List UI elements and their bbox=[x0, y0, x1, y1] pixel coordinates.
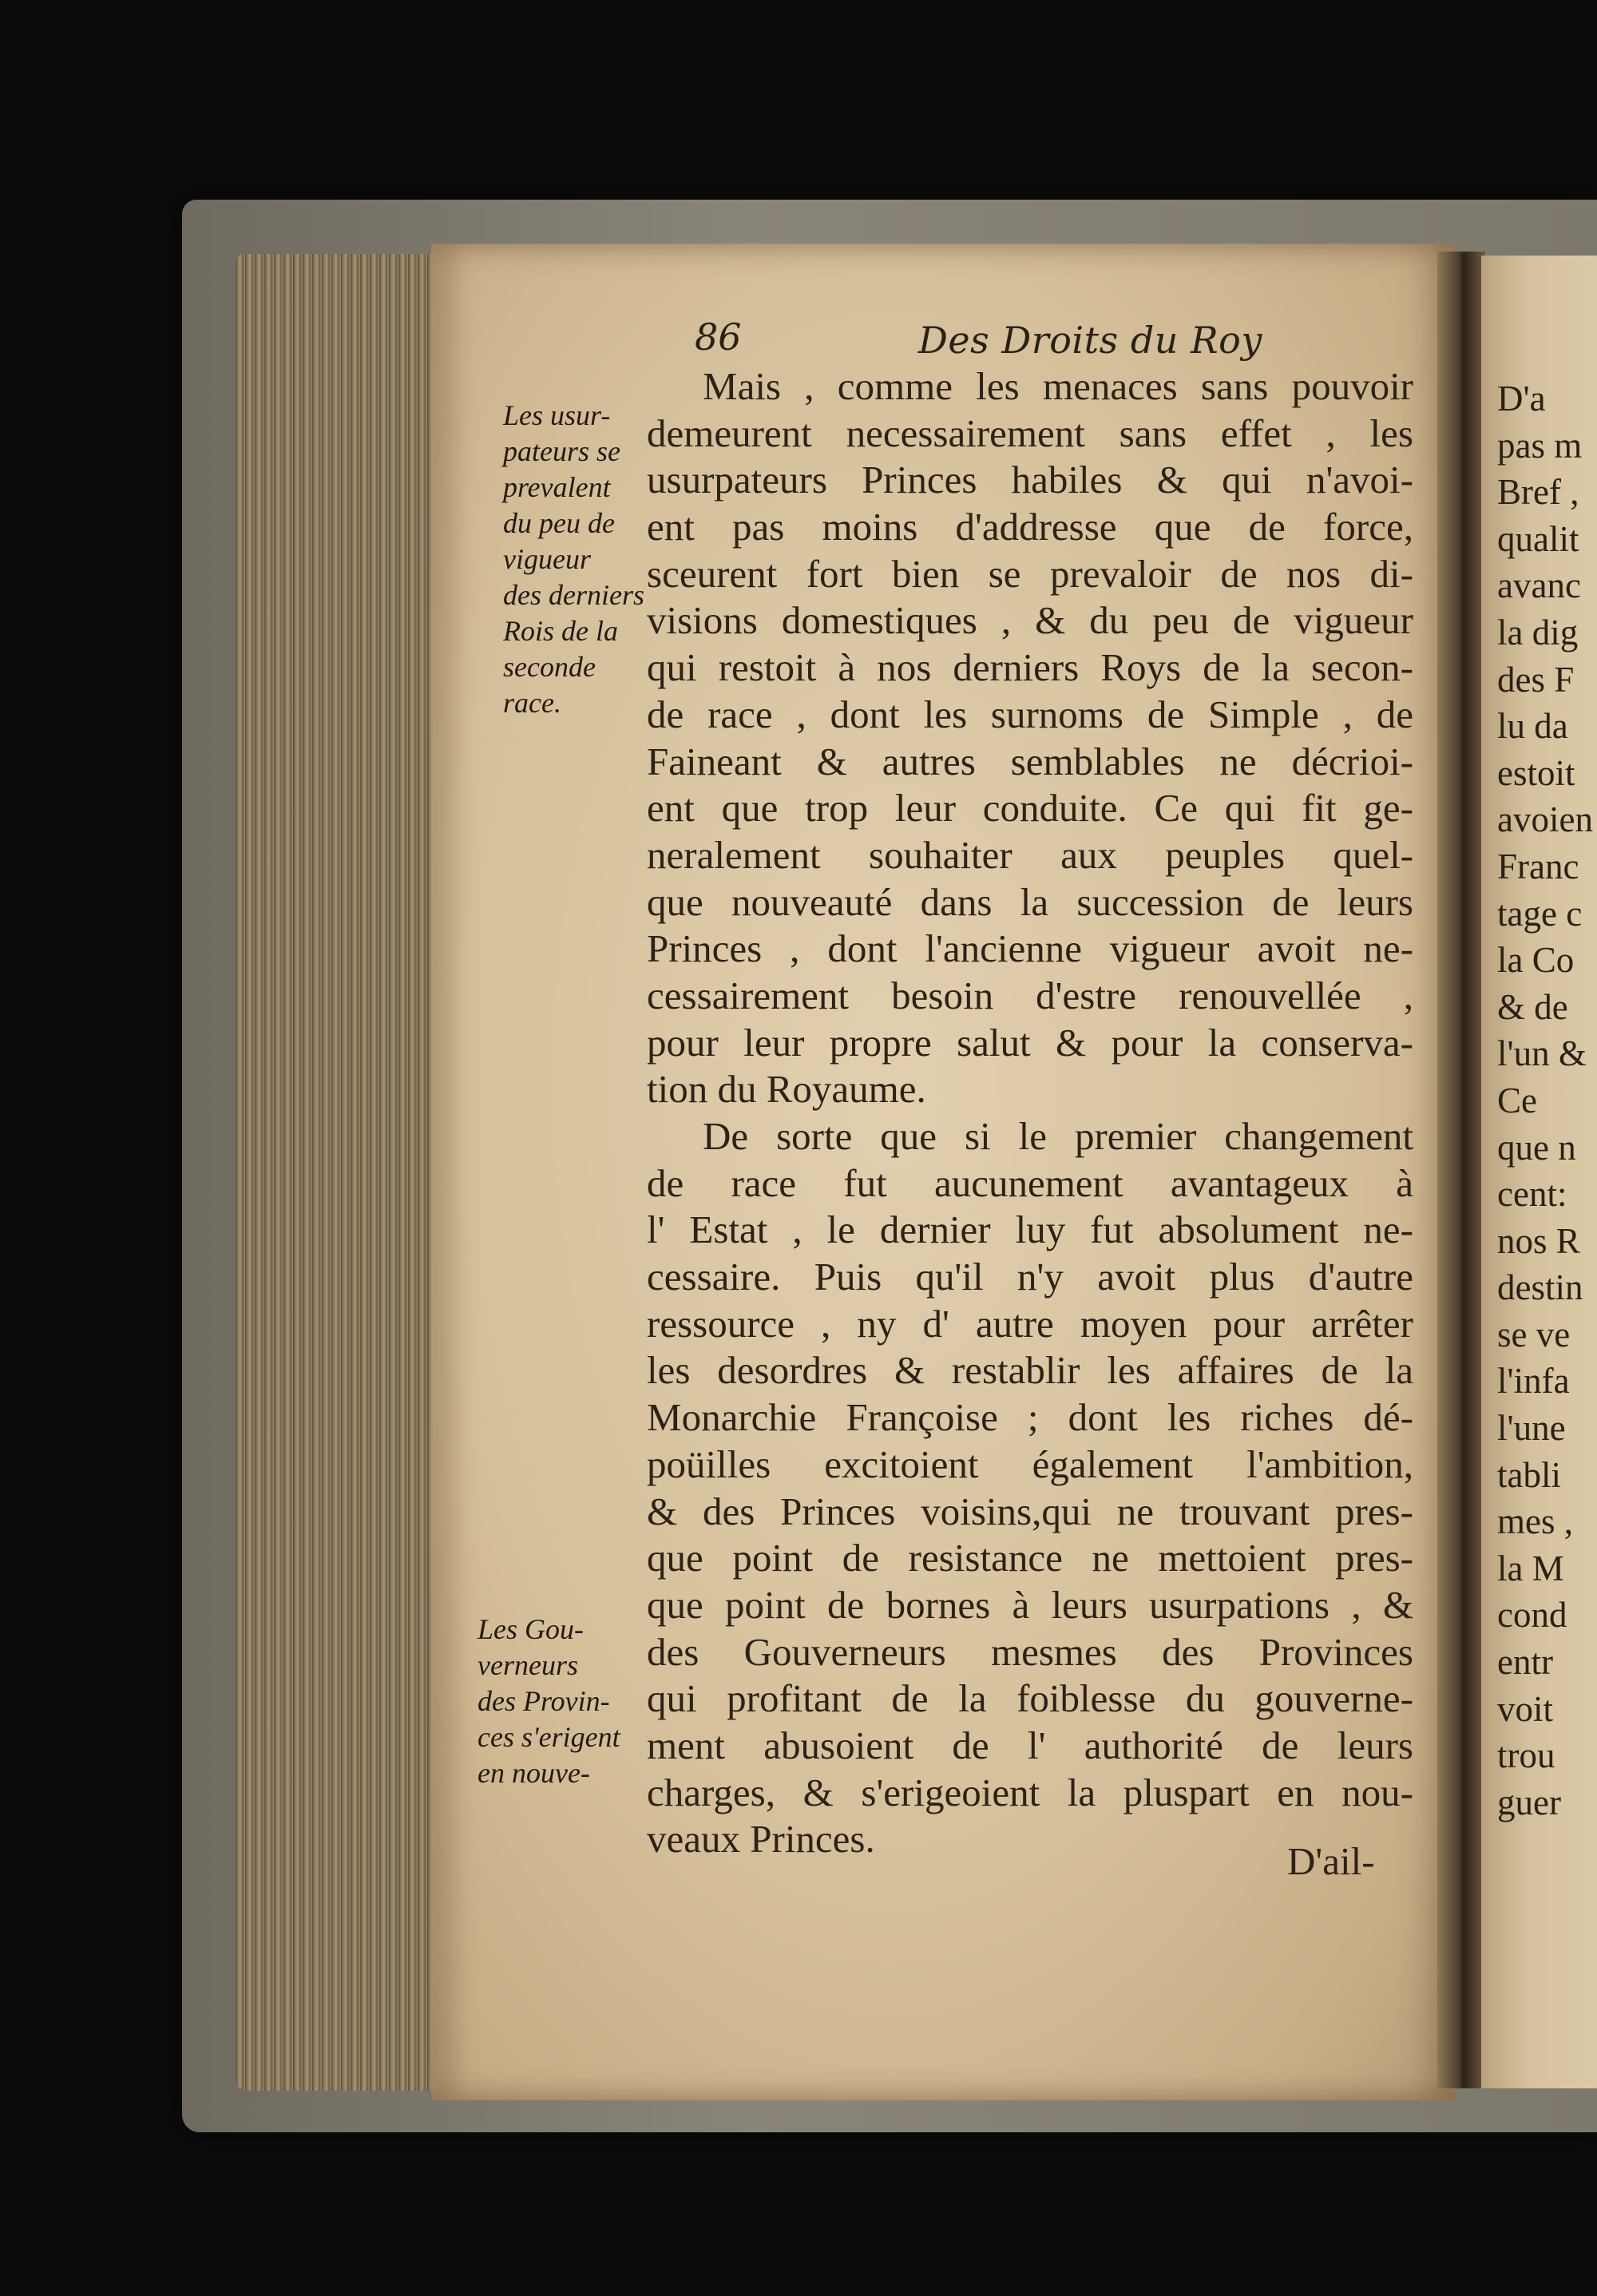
text-line: usurpateurs Princes habiles & qui n'avoi- bbox=[647, 458, 1413, 502]
facing-line: voit bbox=[1497, 1688, 1554, 1729]
facing-line: se ve bbox=[1497, 1314, 1571, 1354]
sidenote-line: Rois de la bbox=[503, 615, 618, 647]
text-line: ent que trop leur conduite. Ce qui fit ge- bbox=[647, 786, 1413, 831]
facing-line: estoit bbox=[1497, 752, 1575, 793]
sidenote-line: pateurs se bbox=[503, 435, 620, 467]
facing-line: l'infa bbox=[1497, 1361, 1570, 1402]
text-line: qui restoit à nos derniers Roys de la secon- bbox=[647, 645, 1413, 690]
facing-line: la M bbox=[1497, 1548, 1564, 1588]
facing-line: destin bbox=[1497, 1267, 1583, 1308]
sidenote-line: prevalent bbox=[503, 471, 611, 503]
text-line: demeurent necessairement sans effet , les bbox=[647, 410, 1413, 455]
facing-line: nos R bbox=[1497, 1220, 1580, 1261]
text-line: tion du Royaume. bbox=[647, 1067, 926, 1112]
text-line: les desordres & restablir les affaires de la bbox=[647, 1348, 1413, 1393]
sidenote-gouverneurs bbox=[478, 1612, 620, 1791]
text-line: que point de resistance ne mettoient pres- bbox=[647, 1536, 1413, 1580]
facing-line: Franc bbox=[1497, 846, 1579, 886]
sidenote-usurpateurs bbox=[503, 398, 644, 721]
text-line: poüilles excitoient également l'ambition, bbox=[647, 1441, 1413, 1486]
facing-line: qualit bbox=[1497, 518, 1579, 559]
facing-line: avanc bbox=[1497, 565, 1581, 606]
text-line: Monarchie Françoise ; dont les riches dé- bbox=[647, 1395, 1413, 1440]
text-line: que nouveauté dans la succession de leurs bbox=[647, 879, 1413, 924]
facing-line: cond bbox=[1497, 1595, 1567, 1636]
text-line: sceurent fort bien se prevaloir de nos di- bbox=[647, 551, 1413, 596]
page-edges bbox=[236, 254, 443, 2091]
text-line: Mais , comme les menaces sans pouvoir bbox=[703, 364, 1413, 408]
text-line: cessairement besoin d'estre renouvellée , bbox=[647, 973, 1413, 1017]
text-line: De sorte que si le premier changement bbox=[703, 1114, 1413, 1158]
text-line: neralement souhaiter aux peuples quel- bbox=[647, 832, 1413, 877]
text-line: de race fut aucunement avantageux à bbox=[647, 1160, 1413, 1205]
text-line: & des Princes voisins,qui ne trouvant pres- bbox=[647, 1489, 1413, 1533]
facing-line: lu da bbox=[1497, 706, 1568, 747]
text-line: cessaire. Puis qu'il n'y avoit plus d'autre bbox=[647, 1255, 1413, 1299]
sidenote-line: Les Gou- bbox=[478, 1613, 584, 1645]
sidenote-line: des Provin- bbox=[478, 1685, 610, 1717]
facing-line: l'un & bbox=[1497, 1033, 1587, 1074]
facing-line: des F bbox=[1497, 659, 1575, 700]
facing-line: & de bbox=[1497, 986, 1568, 1027]
facing-line: trou bbox=[1497, 1735, 1555, 1776]
facing-line: la Co bbox=[1497, 940, 1575, 981]
page-number: 86 bbox=[695, 315, 742, 359]
facing-line: guer bbox=[1497, 1782, 1561, 1822]
text-line: Faineant & autres semblables ne décrioi- bbox=[647, 739, 1413, 783]
text-line: ent pas moins d'addresse que de force, bbox=[647, 505, 1413, 549]
sidenote-line: verneurs bbox=[478, 1649, 578, 1681]
sidenote-line: Les usur- bbox=[503, 399, 611, 431]
sidenote-line: vigueur bbox=[503, 543, 591, 575]
sidenote-line: race. bbox=[503, 687, 561, 719]
facing-line: que n bbox=[1497, 1127, 1576, 1168]
text-line: visions domestiques , & du peu de vigueur bbox=[647, 598, 1413, 643]
text-line: ressource , ny d' autre moyen pour arrêter bbox=[647, 1301, 1413, 1346]
text-line: que point de bornes à leurs usurpations , & bbox=[647, 1582, 1413, 1627]
facing-line: pas m bbox=[1497, 425, 1583, 466]
text-line: veaux Princes. bbox=[647, 1817, 875, 1862]
sidenote-line: en nouve- bbox=[478, 1757, 590, 1789]
sidenote-line: du peu de bbox=[503, 507, 615, 539]
facing-line: Ce bbox=[1497, 1080, 1537, 1120]
text-line: charges, & s'erigeoient la pluspart en nou- bbox=[647, 1770, 1413, 1814]
text-line: ment abusoient de l' authorité de leurs bbox=[647, 1723, 1413, 1767]
sidenote-line: des derniers bbox=[503, 579, 644, 611]
facing-page-text bbox=[1497, 375, 1597, 1826]
facing-line: tage c bbox=[1497, 893, 1583, 934]
facing-line: mes , bbox=[1497, 1501, 1573, 1542]
facing-line: entr bbox=[1497, 1642, 1553, 1683]
facing-line: Bref , bbox=[1497, 472, 1579, 513]
facing-line: tabli bbox=[1497, 1454, 1561, 1495]
book-gutter bbox=[1437, 252, 1485, 2088]
text-line: qui profitant de la foiblesse du gouverne- bbox=[647, 1676, 1413, 1721]
catchword: D'ail- bbox=[1287, 1839, 1375, 1883]
facing-line: D'a bbox=[1497, 379, 1546, 418]
sidenote-line: ces s'erigent bbox=[478, 1721, 620, 1753]
text-line: l' Estat , le dernier luy fut absolument ne- bbox=[647, 1207, 1413, 1252]
body-text bbox=[647, 363, 1413, 1863]
running-title: Des Droits du Roy bbox=[918, 319, 1262, 362]
text-line: Princes , dont l'ancienne vigueur avoit ne- bbox=[647, 926, 1413, 971]
facing-line: cent: bbox=[1497, 1174, 1567, 1215]
facing-line: la dig bbox=[1497, 612, 1579, 652]
text-line: de race , dont les surnoms de Simple , de bbox=[647, 692, 1413, 736]
text-line: des Gouverneurs mesmes des Provinces bbox=[647, 1629, 1413, 1674]
facing-line: avoien bbox=[1497, 799, 1593, 840]
text-line: pour leur propre salut & pour la conserva- bbox=[647, 1020, 1413, 1065]
facing-line: l'une bbox=[1497, 1408, 1566, 1449]
sidenote-line: seconde bbox=[503, 651, 596, 683]
